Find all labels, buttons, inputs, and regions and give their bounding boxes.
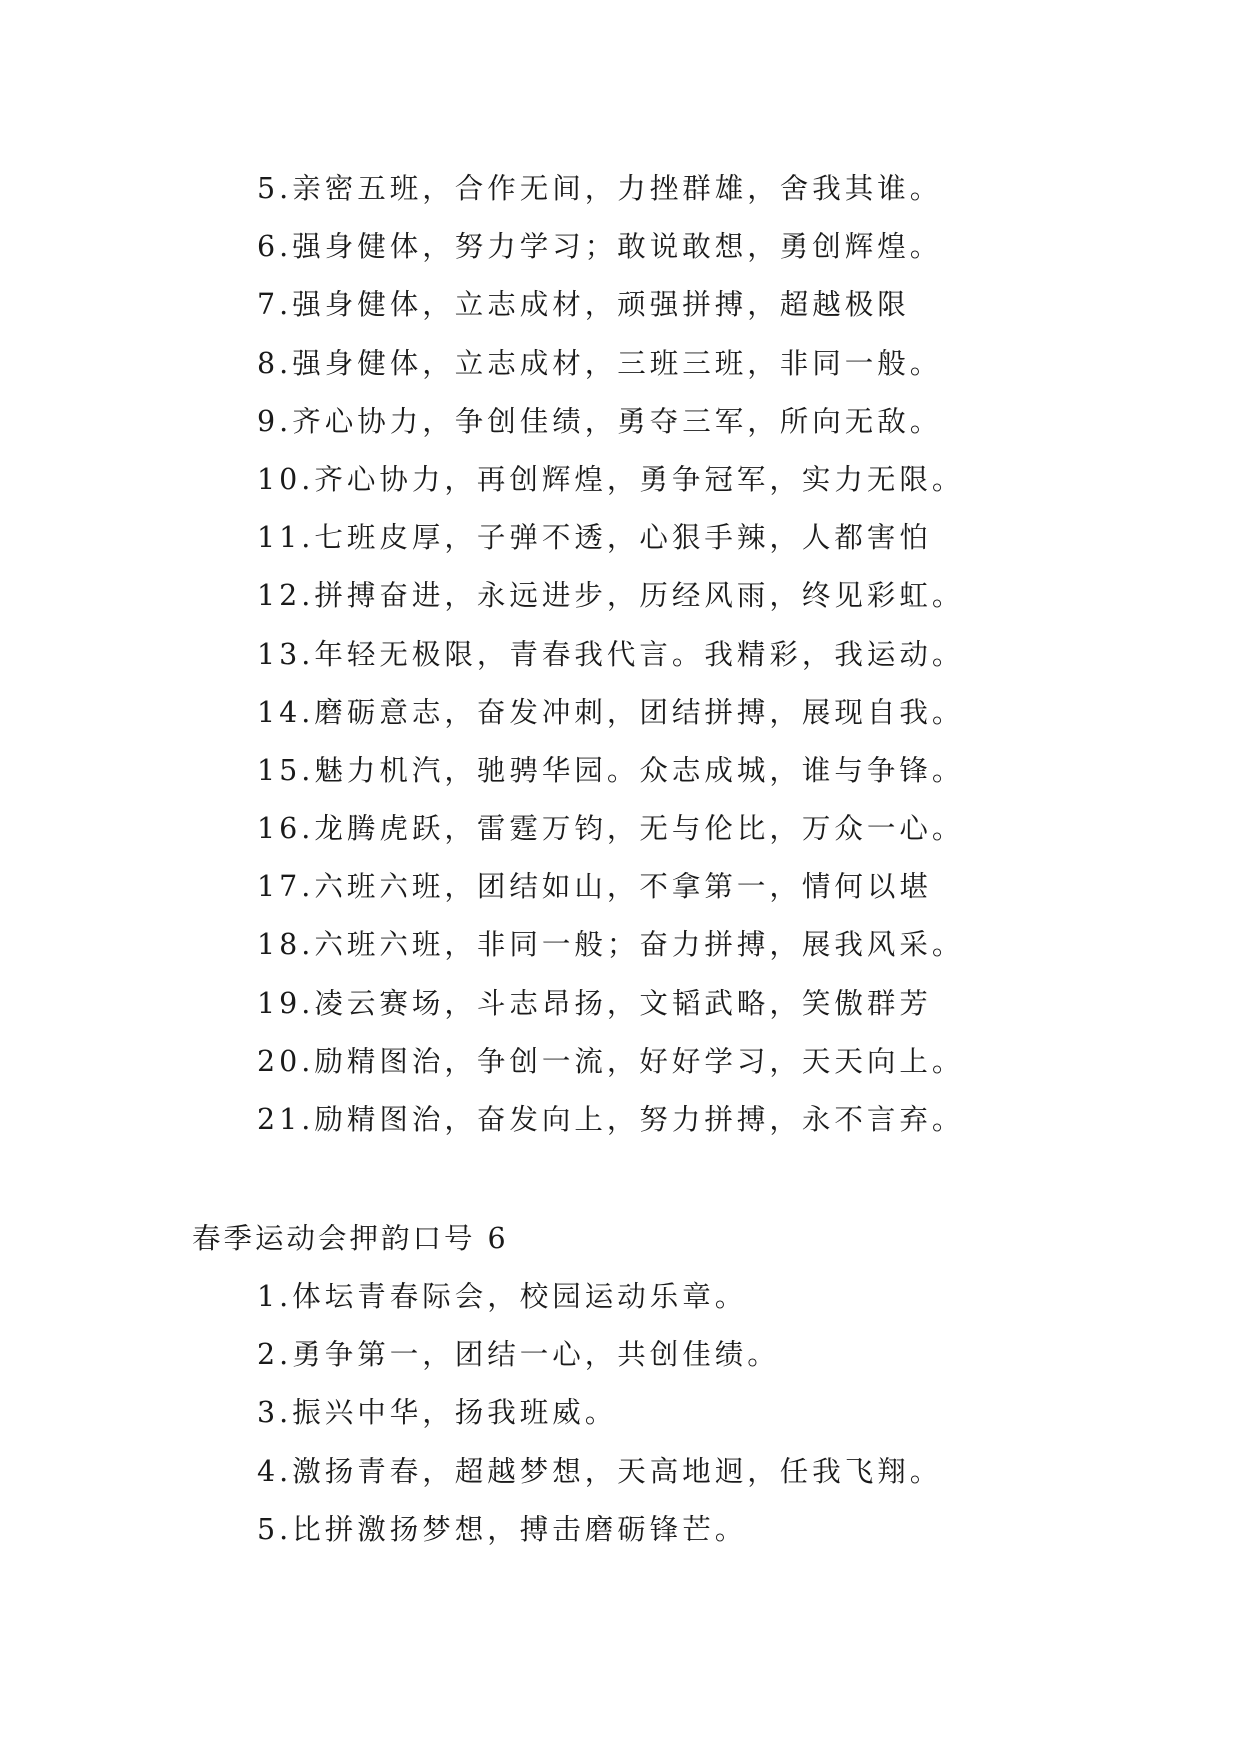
slogan-line: 12.拼搏奋进，永远进步，历经风雨，终见彩虹。 xyxy=(257,579,965,613)
slogan-line: 16.龙腾虎跃，雷霆万钧，无与伦比，万众一心。 xyxy=(257,812,965,846)
slogan-line: 9.齐心协力，争创佳绩，勇夺三军，所向无敌。 xyxy=(257,404,943,438)
slogan-line: 7.强身健体，立志成材，顽强拼搏，超越极限 xyxy=(257,288,910,322)
slogan-line: 14.磨砺意志，奋发冲刺，团结拼搏，展现自我。 xyxy=(257,695,965,729)
slogan-line: 20.励精图治，争创一流，好好学习，天天向上。 xyxy=(257,1044,965,1078)
slogan-line: 18.六班六班，非同一般；奋力拼搏，展我风采。 xyxy=(257,928,965,962)
slogan-line: 5.亲密五班，合作无间，力挫群雄，舍我其谁。 xyxy=(257,172,943,205)
slogan-list-section-6 xyxy=(257,1268,942,1559)
section-heading: 春季运动会押韵口号 6 xyxy=(192,1222,509,1255)
slogan-line: 13.年轻无极限，青春我代言。我精彩，我运动。 xyxy=(257,637,965,671)
slogan-line: 5.比拼激扬梦想，搏击磨砺锋芒。 xyxy=(257,1512,748,1546)
slogan-line: 3.振兴中华，扬我班威。 xyxy=(257,1396,618,1430)
slogan-line: 4.激扬青春，超越梦想，天高地迥，任我飞翔。 xyxy=(257,1454,943,1488)
slogan-line: 10.齐心协力，再创辉煌，勇争冠军，实力无限。 xyxy=(257,462,965,496)
slogan-line: 19.凌云赛场，斗志昂扬，文韬武略，笑傲群芳 xyxy=(257,986,932,1020)
slogan-line: 11.七班皮厚，子弹不透，心狠手辣，人都害怕 xyxy=(257,521,932,555)
slogan-line: 2.勇争第一，团结一心，共创佳绩。 xyxy=(257,1338,780,1372)
slogan-line: 15.魅力机汽，驰骋华园。众志成城，谁与争锋。 xyxy=(257,753,965,787)
slogan-line: 21.励精图治，奋发向上，努力拼搏，永不言弃。 xyxy=(257,1103,965,1136)
slogan-line: 8.强身健体，立志成材，三班三班，非同一般。 xyxy=(257,346,943,380)
slogan-list-continued xyxy=(257,160,964,1149)
slogan-line: 17.六班六班，团结如山，不拿第一，情何以堪 xyxy=(257,870,932,904)
slogan-line: 1.体坛青春际会，校园运动乐章。 xyxy=(257,1280,748,1313)
slogan-line: 6.强身健体，努力学习；敢说敢想，勇创辉煌。 xyxy=(257,230,943,264)
